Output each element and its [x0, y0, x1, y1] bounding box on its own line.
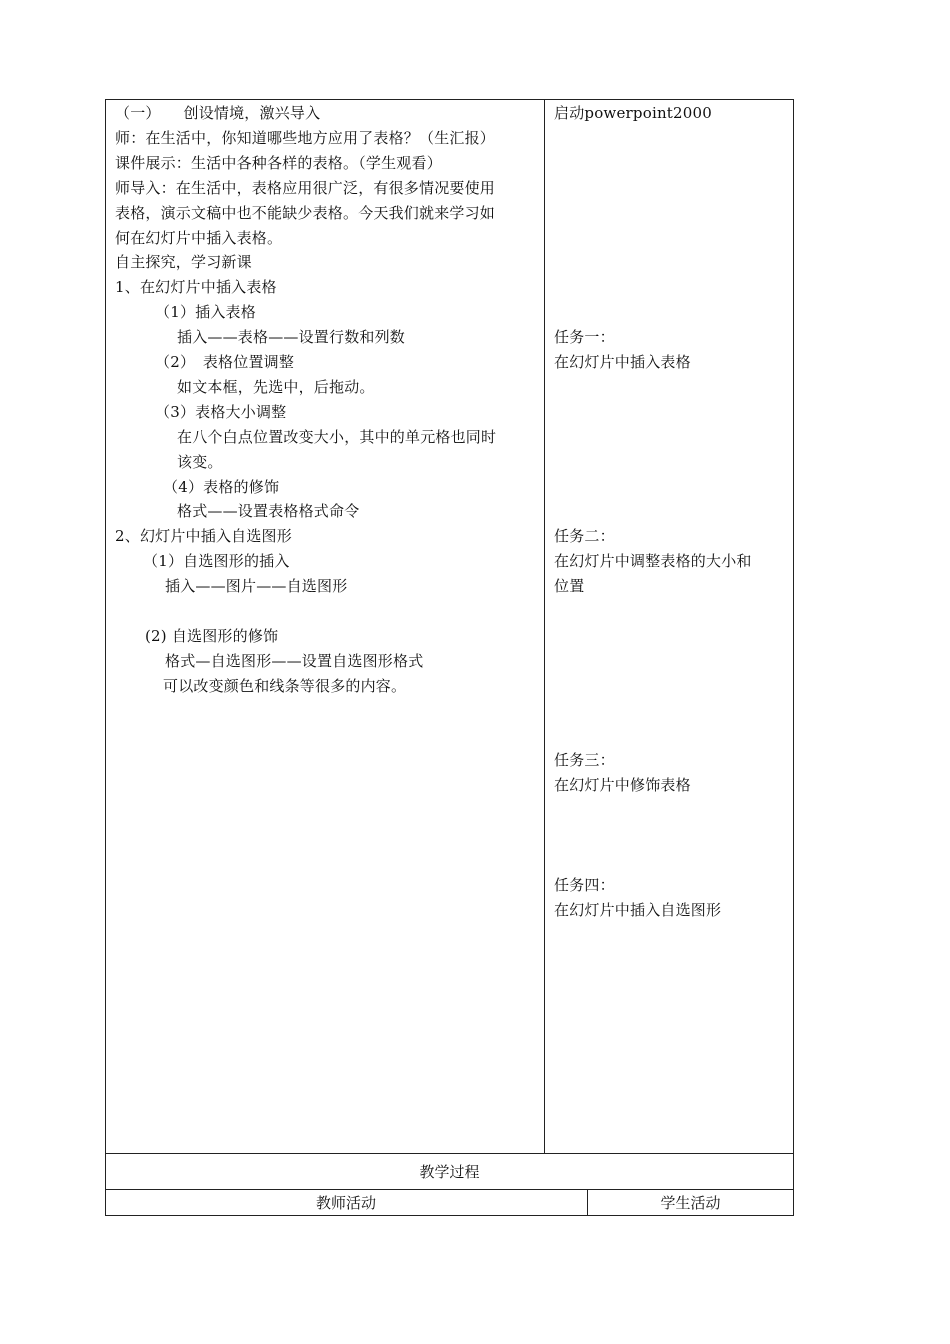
teacher-activity-line: 插入——表格——设置行数和列数: [177, 328, 406, 347]
row-divider-process: [105, 1153, 794, 1154]
teacher-activity-line: 表格，演示文稿中也不能缺少表格。今天我们就来学习如: [115, 203, 496, 222]
teaching-process-title: 教学过程: [419, 1163, 480, 1181]
student-activity-header: 学生活动: [660, 1194, 721, 1212]
teacher-activity-line: 插入——图片——自选图形: [165, 577, 348, 596]
teacher-activity-line: （3）表格大小调整: [155, 402, 287, 421]
teacher-activity-line: 自主探究，学习新课: [115, 253, 252, 272]
teacher-activity-line: 在八个白点位置改变大小，其中的单元格也同时: [177, 427, 497, 446]
student-activity-line: 位置: [554, 577, 585, 595]
teacher-activity-line: 课件展示：生活中各种各样的表格。（学生观看）: [115, 153, 442, 172]
teacher-activity-line: (2) 自选图形的修饰: [145, 626, 279, 645]
student-activity-line: 任务四：: [554, 876, 615, 894]
row-divider-headers: [105, 1189, 794, 1190]
student-activity-line: 任务二：: [554, 527, 615, 545]
student-activity-line: 任务一：: [554, 328, 615, 346]
teacher-activity-line: 可以改变颜色和线条等很多的内容。: [163, 676, 407, 695]
teacher-activity-line: 师：在生活中，你知道哪些地方应用了表格？（生汇报）: [115, 128, 496, 147]
teacher-activity-line: 1、在幻灯片中插入表格: [115, 278, 277, 297]
student-activity-line: 在幻灯片中插入自选图形: [554, 901, 722, 919]
teacher-activity-line: （一） 创设情境，激兴导入: [115, 104, 321, 122]
teacher-activity-content: [115, 0, 540, 1150]
teacher-activity-line: 何在幻灯片中插入表格。: [115, 228, 283, 247]
student-activity-line: 在幻灯片中调整表格的大小和: [554, 552, 752, 570]
teacher-activity-line: （1）插入表格: [155, 303, 256, 322]
teacher-activity-line: 该变。: [177, 452, 223, 471]
student-activity-line: 启动powerpoint2000: [554, 104, 713, 122]
teacher-activity-line: 2、幻灯片中插入自选图形: [115, 527, 292, 546]
teacher-activity-line: （2） 表格位置调整: [155, 353, 295, 371]
student-activity-content: [554, 0, 789, 1150]
student-activity-line: 在幻灯片中修饰表格: [554, 776, 691, 794]
teacher-activity-header: 教师活动: [315, 1194, 376, 1212]
teacher-activity-line: （1）自选图形的插入: [143, 552, 290, 571]
teacher-activity-line: （4）表格的修饰: [163, 477, 280, 496]
teacher-activity-line: 如文本框，先选中，后拖动。: [177, 377, 375, 396]
teacher-activity-line: 格式——设置表格格式命令: [177, 502, 360, 521]
teacher-activity-line: 师导入：在生活中，表格应用很广泛，有很多情况要使用: [115, 178, 496, 197]
student-activity-line: 任务三：: [554, 751, 615, 769]
column-divider: [544, 99, 545, 1153]
teacher-activity-line: 格式—自选图形——设置自选图形格式: [165, 651, 424, 670]
student-activity-line: 在幻灯片中插入表格: [554, 353, 691, 371]
